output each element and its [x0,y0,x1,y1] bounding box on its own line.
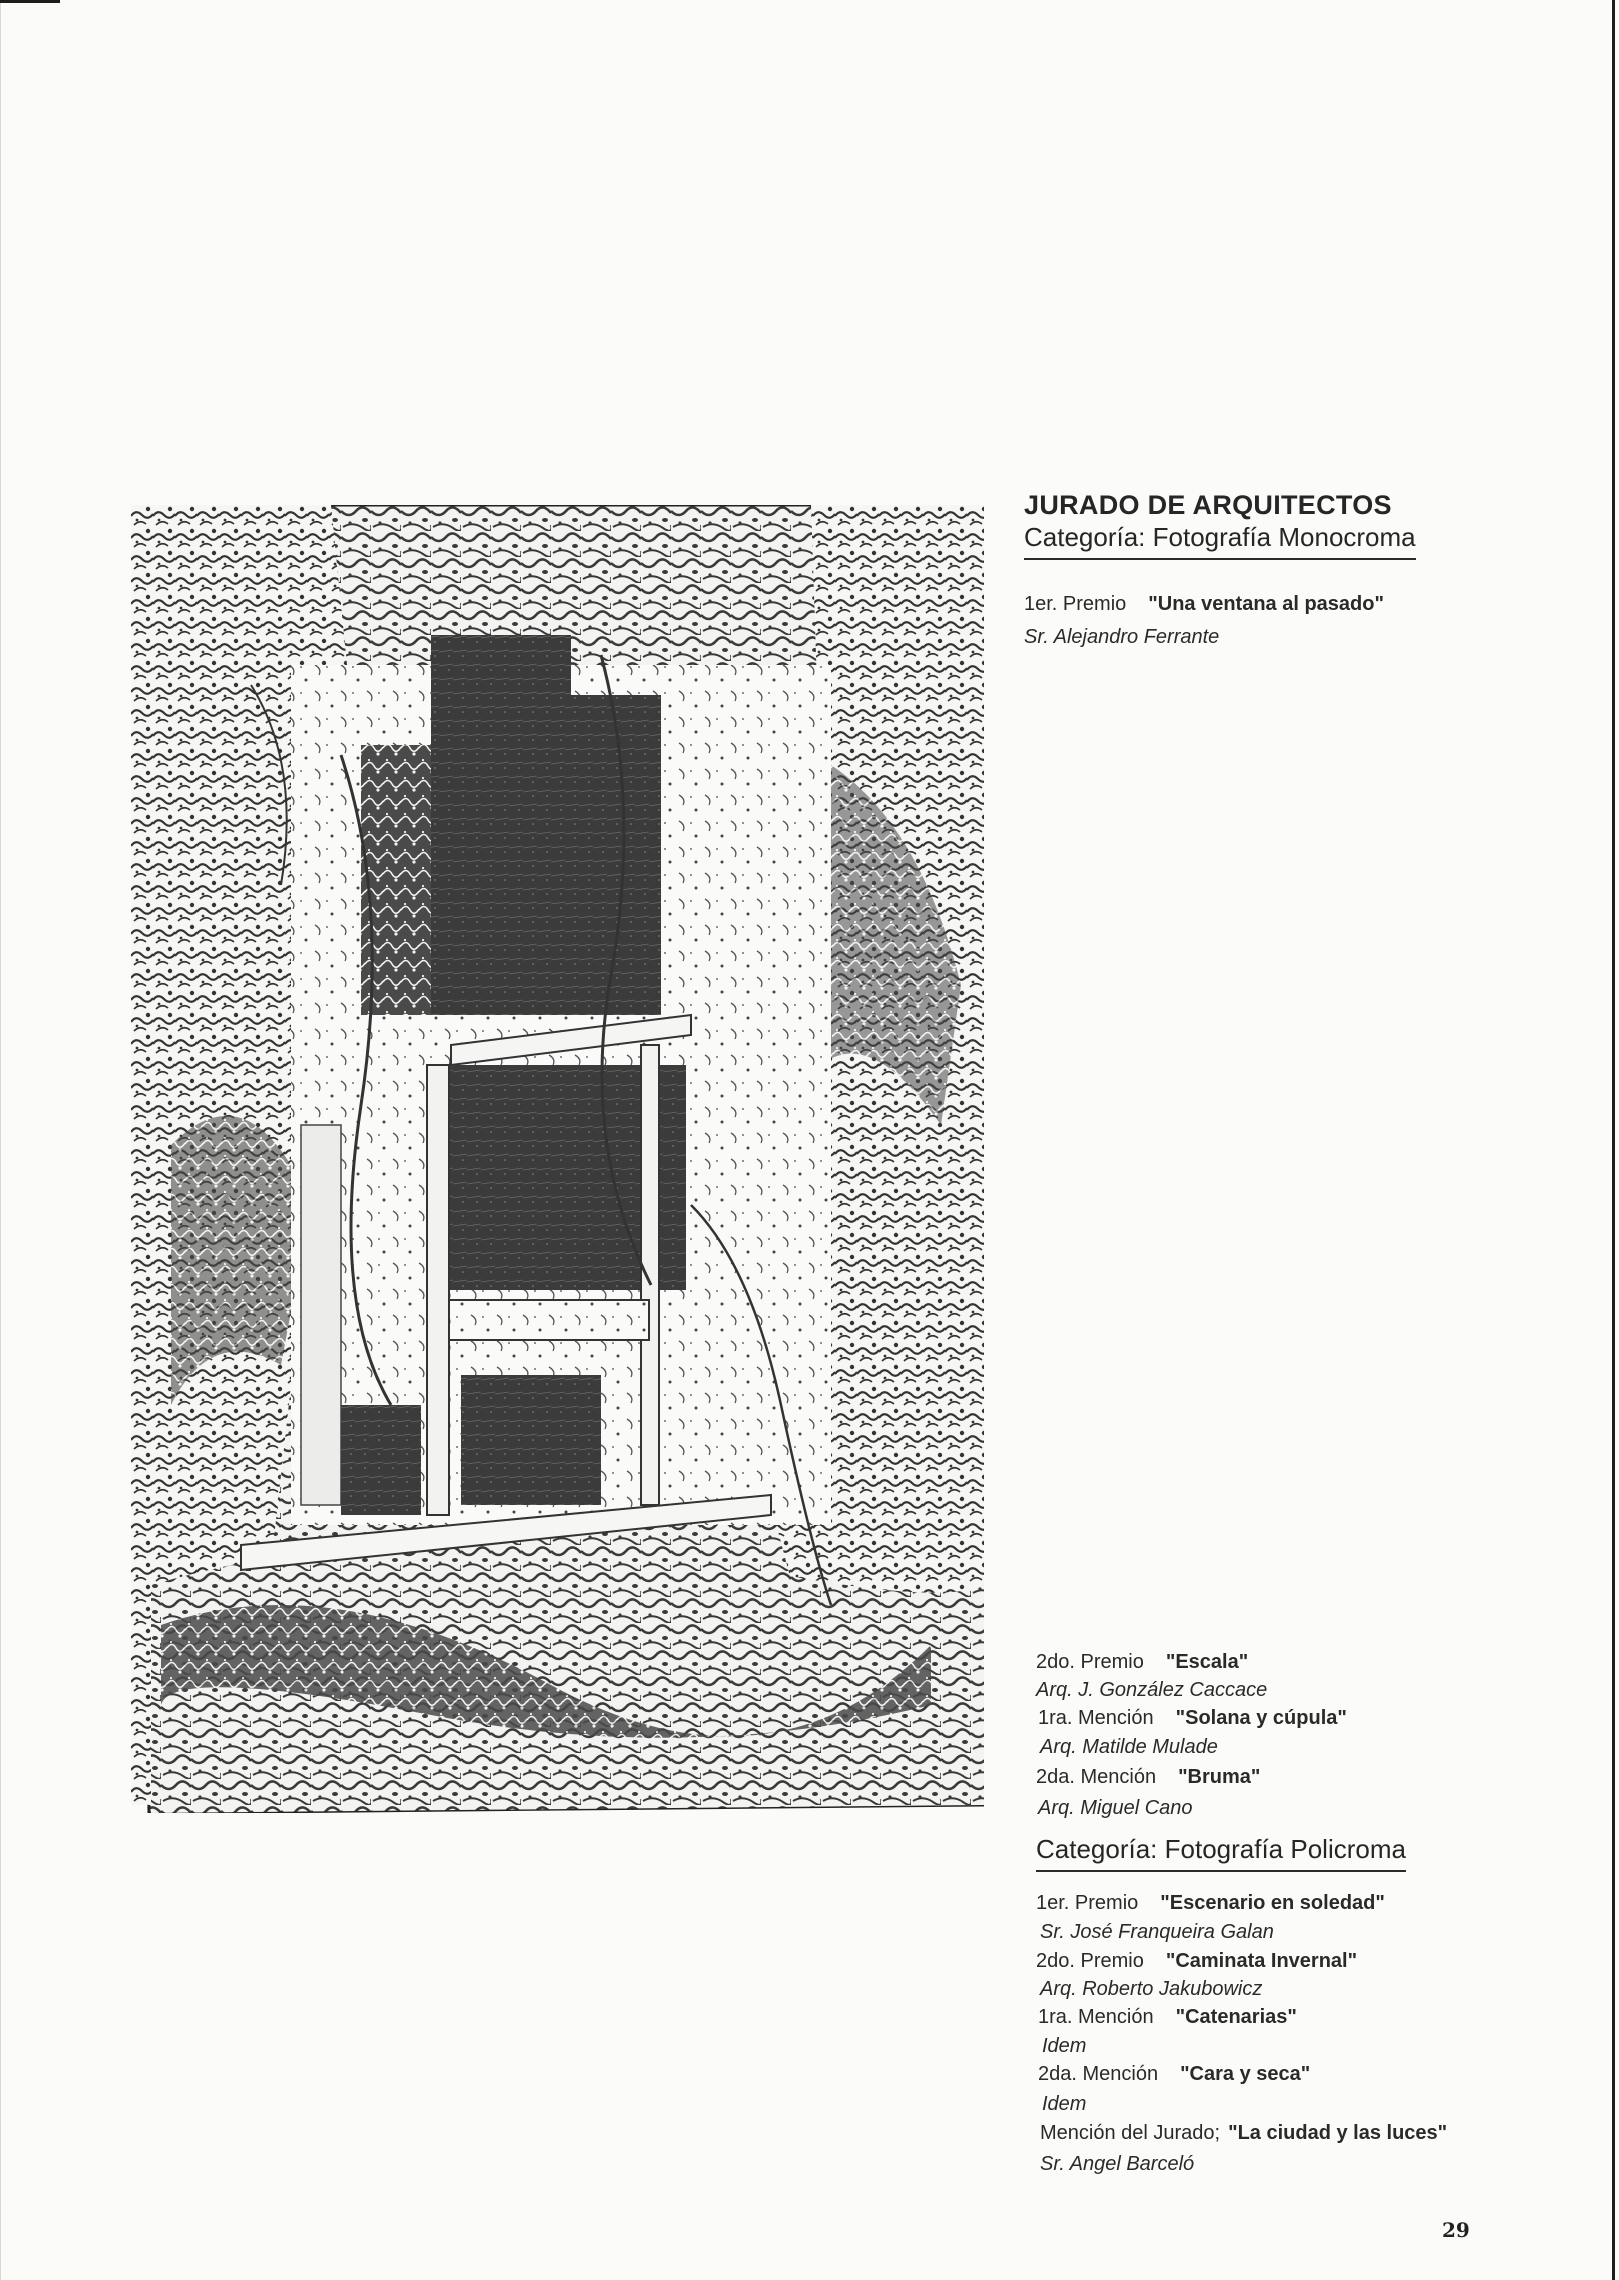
prize-label: 2da. Mención [1036,1766,1157,1788]
work-title: "Caminata Invernal" [1165,1950,1358,1972]
work-title: "Catenarias" [1175,2006,1297,2028]
polychrome-entry-4 [1038,2063,1310,2086]
ivy-covered-window-photo [131,505,984,1813]
winner-name: Arq. Matilde Mulade [1040,1736,1218,1758]
winner-name: Arq. Roberto Jakubowicz [1040,1978,1263,2000]
category-polychrome-heading: Categoría: Fotografía Policroma [1036,1834,1406,1872]
page-number: 29 [1442,2218,1470,2242]
page-edge-right [1612,0,1615,2280]
polychrome-entry-1 [1036,1892,1385,1915]
page-edge-top [0,0,60,3]
prize-label: 2do. Premio [1036,1950,1144,1972]
work-title: "Escenario en soledad" [1160,1892,1385,1914]
monochrome-entry-1 [1024,593,1384,616]
prize-label: 1ra. Mención [1038,2006,1154,2028]
polychrome-entry-3 [1038,2006,1297,2029]
monochrome-entry-4 [1036,1766,1260,1789]
work-title: "Bruma" [1178,1766,1261,1788]
work-title: "Una ventana al pasado" [1148,593,1384,615]
prize-label: 1er. Premio [1024,593,1127,615]
monochrome-entry-3 [1038,1707,1347,1730]
jury-title: JURADO DE ARQUITECTOS [1024,490,1392,520]
prize-label: 1er. Premio [1036,1892,1139,1914]
prize-label: 1ra. Mención [1038,1707,1154,1729]
polychrome-entry-5 [1040,2122,1447,2145]
winner-name: Arq. J. González Caccace [1036,1679,1268,1701]
prize-label: 2da. Mención [1038,2063,1159,2085]
category-monochrome-heading: Categoría: Fotografía Monocroma [1024,522,1416,560]
winner-name: Arq. Miguel Cano [1038,1797,1193,1819]
winner-name: Idem [1042,2093,1087,2115]
work-title: "Solana y cúpula" [1175,1707,1347,1729]
polychrome-entry-2 [1036,1950,1357,1973]
work-title: "La ciudad y las luces" [1228,2122,1448,2144]
winner-name: Sr. José Franqueira Galan [1040,1921,1274,1943]
monochrome-entry-2 [1036,1651,1248,1674]
winner-name: Idem [1042,2035,1087,2057]
prize-label: 2do. Premio [1036,1651,1144,1673]
prize-label: Mención del Jurado; [1040,2122,1221,2144]
page-edge-left [0,0,1,2280]
work-title: "Cara y seca" [1180,2063,1311,2085]
work-title: "Escala" [1165,1651,1249,1673]
photo-image [131,505,984,1813]
winner-name: Sr. Alejandro Ferrante [1024,626,1220,648]
winner-name: Sr. Angel Barceló [1040,2153,1195,2175]
